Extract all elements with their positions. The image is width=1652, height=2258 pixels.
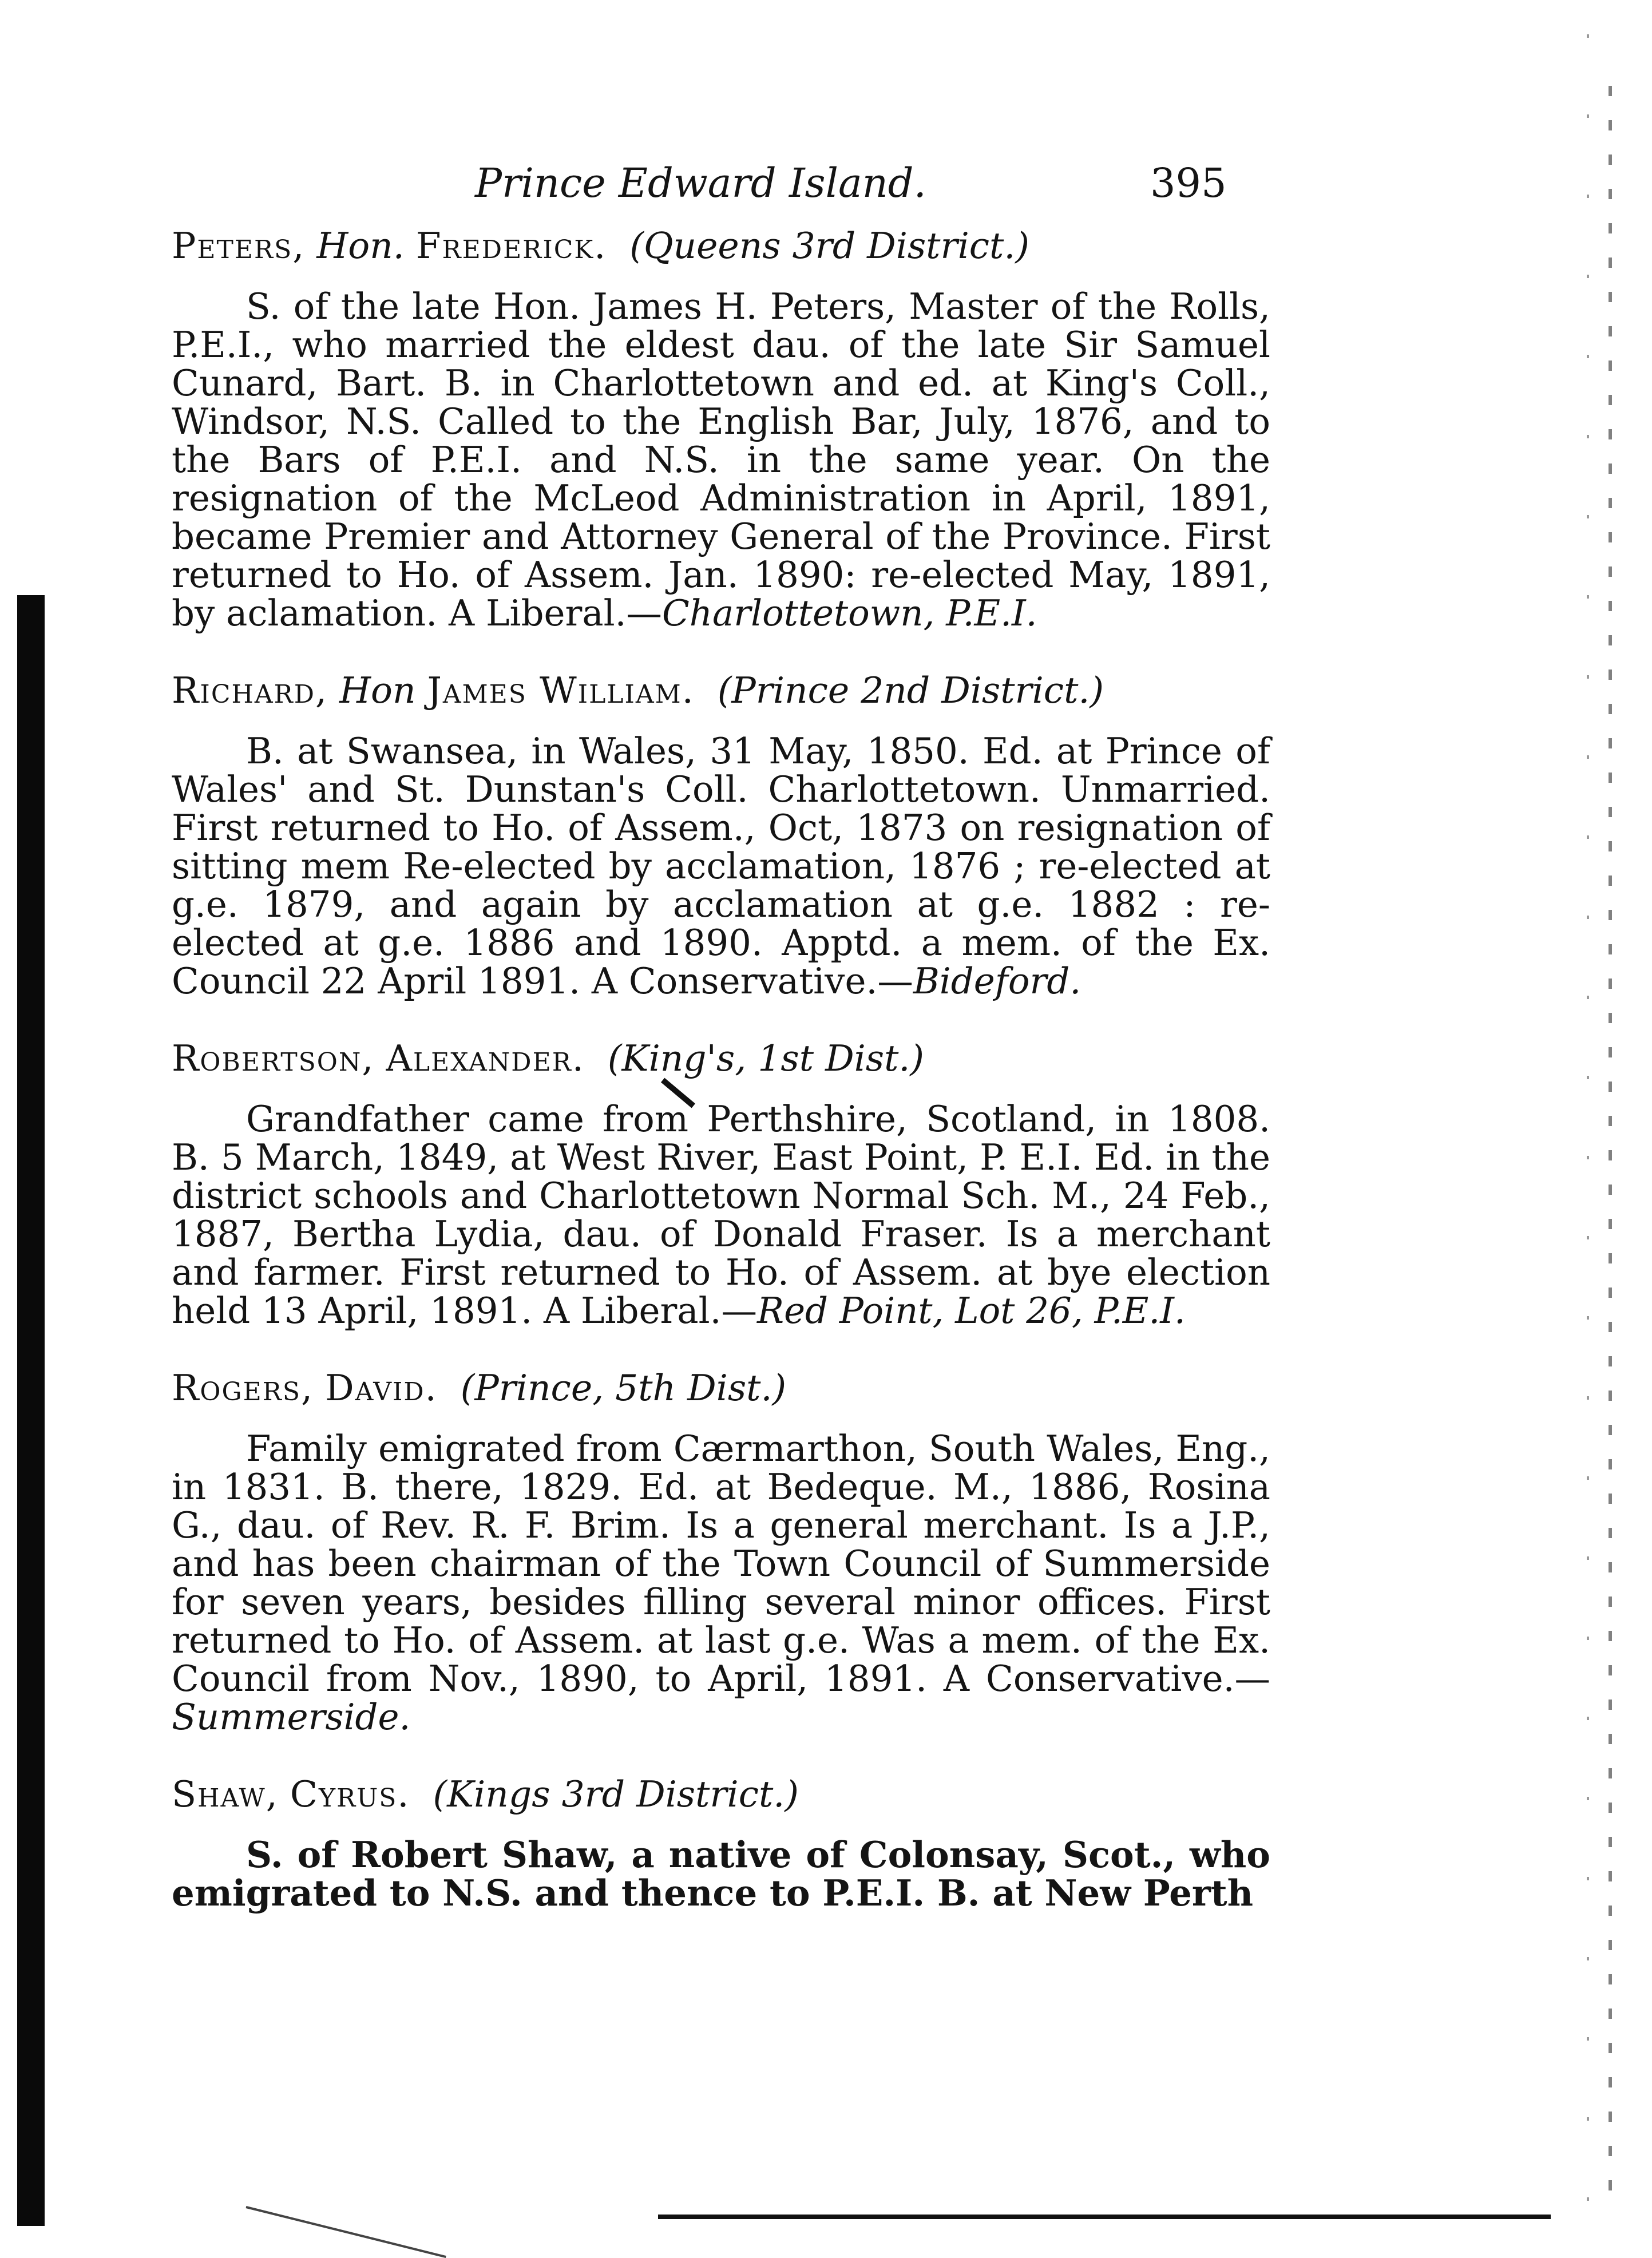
page-gutter-marks: [1609, 86, 1612, 2215]
entry-surname: Robertson,: [172, 1037, 375, 1079]
entry-constituency: (Queens 3rd District.): [629, 225, 1029, 267]
entry-honorific: Hon: [339, 670, 416, 711]
entry-surname: Rogers,: [172, 1367, 314, 1409]
entry-surname: Richard,: [172, 670, 328, 711]
entry-surname: Shaw,: [172, 1773, 279, 1815]
entry-heading: [172, 662, 1270, 719]
entry-surname: Peters,: [172, 225, 306, 267]
page-content: [172, 149, 1270, 1942]
entry-residence: Charlottetown, P.E.I.: [661, 592, 1037, 634]
entry-given-names: Alexander.: [386, 1037, 585, 1079]
entry-shaw: [172, 1766, 1270, 1912]
entry-constituency: (King's, 1st Dist.): [607, 1037, 924, 1079]
entry-given-names: David.: [325, 1367, 438, 1409]
entry-text: S. of the late Hon. James H. Peters, Master of the Rolls, P.E.I., who married the eldest dau. of the late Sir Samuel Cunard, Bart. B. in Charlottetown and ed. at King's Coll., Windsor, N.S. Called to the English Bar, July, 1876, and to the Bars of P.E.I. and N.S. in the same year. On the resignation of the McLeod Administration in April, 1891, became Premier and Attorney General of the Province. First returned to Ho. of Assem. Jan. 1890: re-elected May, 1891, by aclamation. A Liberal.—: [172, 286, 1270, 634]
entry-heading: [172, 1360, 1270, 1417]
entry-text: Family emigrated from Cærmarthon, South Wales, Eng., in 1831. B. there, 1829. Ed. at Bedeque. M., 1886, Rosina G., dau. of Rev. R. F. Brim. Is a general merchant. Is a J.P., and has been chairman of the Town Council of Summerside for seven years, besides filling several minor offices. First returned to Ho. of Assem. at last g.e. Was a mem. of the Ex. Council from Nov., 1890, to April, 1891. A Conservative.—: [172, 1428, 1270, 1700]
entry-heading: [172, 217, 1270, 275]
stray-scratch: [246, 2206, 446, 2258]
entry-residence: Red Point, Lot 26, P.E.I.: [757, 1290, 1186, 1332]
entry-body: [172, 732, 1270, 1000]
page-edge-bar: [17, 595, 45, 2226]
entry-residence: Summerside.: [172, 1696, 411, 1738]
bottom-rule: [658, 2215, 1551, 2219]
entry-constituency: (Prince, 5th Dist.): [460, 1367, 787, 1409]
entry-text: B. at Swansea, in Wales, 31 May, 1850. Ed. at Prince of Wales' and St. Dunstan's Coll. Charlottetown. Unmarried. First returned to Ho. of Assem., Oct, 1873 on resignation of sitting mem Re-elected by acclamation, 1876 ; re-elected at g.e. 1879, and again by acclamation at g.e. 1882 : re-elected at g.e. 1886 and 1890. Apptd. a mem. of the Ex. Council 22 April 1891. A Conservative.—: [172, 730, 1270, 1002]
entry-body: [172, 1833, 1270, 1914]
entry-robertson: [172, 1030, 1270, 1330]
running-title: Prince Edward Island.: [475, 160, 926, 207]
page-number: 395: [1150, 160, 1227, 207]
entry-body: [172, 1100, 1270, 1330]
entry-heading: [172, 1766, 1270, 1823]
entry-rogers: [172, 1360, 1270, 1736]
entry-heading: [172, 1030, 1270, 1087]
entry-honorific: Hon.: [316, 225, 405, 267]
entry-peters: [172, 217, 1270, 632]
entry-given-names: James William.: [427, 670, 695, 711]
entry-body: [172, 1429, 1270, 1736]
page-gutter-specks: [1587, 34, 1589, 2209]
entry-richard: [172, 662, 1270, 1000]
entry-residence: Bideford.: [913, 960, 1081, 1002]
entry-text: Grandfather came from Perthshire, Scotland, in 1808. B. 5 March, 1849, at West River, East Point, P. E.I. Ed. in the district schools and Charlottetown Normal Sch. M., 24 Feb., 1887, Bertha Lydia, dau. of Donald Fraser. Is a merchant and farmer. First returned to Ho. of Assem. at bye election held 13 April, 1891. A Liberal.—: [172, 1098, 1270, 1332]
entry-text: S. of Robert Shaw, a native of Colonsay, Scot., who emigrated to N.S. and thence to P.E.I. B. at New Perth: [172, 1833, 1270, 1914]
entry-constituency: (Kings 3rd District.): [433, 1773, 799, 1815]
entry-given-names: Cyrus.: [290, 1773, 410, 1815]
entry-given-names: Frederick.: [415, 225, 607, 267]
entry-constituency: (Prince 2nd District.): [717, 670, 1104, 711]
entry-body: [172, 287, 1270, 632]
running-head: [172, 149, 1270, 217]
